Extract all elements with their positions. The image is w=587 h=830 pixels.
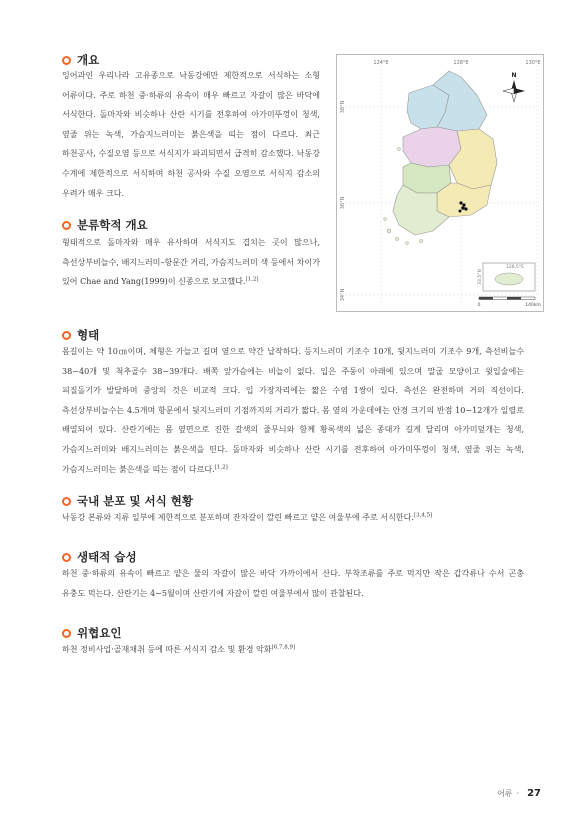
footer-label: 어류 [497,789,513,798]
page-number: 27 [527,788,541,799]
korea-regions [393,71,497,235]
korea-map-svg [337,55,543,311]
section-heading-ecology [62,549,137,565]
north-label: N [511,72,517,79]
scale-bar [478,297,541,308]
morphology-title: 형태 [77,328,100,342]
lat-label-3: 34°N [340,288,346,302]
lon-label-2: 128°E [453,60,469,66]
threats-text: 하천 정비사업·골재채취 등에 따른 서식지 감소 및 환경 악화 [62,645,272,654]
scale-start: 0 [477,303,481,308]
north-arrow-icon [503,72,525,102]
taxonomy-paragraph [62,233,320,292]
taxonomy-reference: [1,2] [245,276,259,283]
morphology-paragraph [62,342,524,479]
jeju-inset [477,263,535,291]
page-footer [497,788,541,799]
threats-paragraph [62,640,524,660]
inset-lat-label: 33.5°N [478,269,483,285]
occurrence-point [464,207,467,210]
lon-label-1: 124°E [373,60,389,66]
threats-reference: [6,7,8,9] [271,644,296,651]
taxonomy-text: 형태적으로 돌마자와 매우 유사하며 서식지도 겹치는 곳이 많으나, 측선상부비늘수, 배지느러미–항문간 거리, 가슴지느러미 색 등에서 차이가 있어 Chae and Yang(1999)이 신종으로 보고했다. [62,238,320,287]
scale-end: 140km [525,303,541,308]
distribution-text: 낙동강 본류와 지류 일부에 제한적으로 분포하며 잔자갈이 깔린 빠르고 얕은 여울부에 주로 서식한다. [62,513,414,522]
lon-label-3: 130°E [525,60,541,66]
section-bullet-icon [62,221,71,230]
taxonomy-title: 분류학적 개요 [77,218,148,232]
section-bullet-icon [62,629,71,638]
occurrence-point [459,210,462,213]
distribution-reference: [3,4,5] [413,512,433,519]
section-bullet-icon [62,56,71,65]
ecology-title: 생태적 습성 [77,550,137,564]
morphology-reference: [1,2] [214,463,228,470]
section-bullet-icon [62,331,71,340]
threats-title: 위협요인 [77,626,122,640]
lat-label-2: 36°N [340,196,346,210]
overview-paragraph: 잉어과인 우리나라 고유종으로 낙동강에만 제한적으로 서식하는 소형 어류이다. 주로 하천 중·하류의 유속이 매우 빠르고 자갈이 많은 바닥에 서식한다. 돌마자와 비슷하나 산란 시기를 전후하여 아가미뚜껑이 청색, 옆줄 위는 녹색, 가슴지느러미는 붉은색을 띠는 점이 다르다. 최근 하천공사, 수질오염 등으로 서식지가 파괴되면서 급격히 감소했다. 낙동강 수계에 제한적으로 서식하며 하천 공사와 수질 오염으로 서식지 감소의 우려가 매우 크다. [62,71,320,198]
morphology-text: 몸길이는 약 10㎝이며, 체형은 가늘고 길며 옆으로 약간 납작하다. 등지느러미 기조수 10개, 뒷지느러미 기조수 9개, 측선비늘수 38~40개 및 척추골수 38~39개다. 배쪽 앞가슴에는 비늘이 없다. 입은 주둥이 아래에 있으며 말굽 모양이고 윗입술에는 피질돌기가 발달하며 중앙의 것은 비교적 크다. 입 가장자리에는 짧은 수염 1쌍이 있다. 측선은 완전하며 거의 직선이다. 측선상부비늘수는 4.5개며 항문에서 뒷지느러미 기점까지의 거리가 짧다. 몸 옆의 가운데에는 안경 크기의 반점 10~12개가 일렬로 배열되어 있다. 산란기에는 몸 옆면으로 진한 갈색의 줄무늬와 함께 황록색의 넓은 종대가 길게 달리며 아가미덮개는 청색, 가슴지느러미와 배지느러미는 붉은색을 띤다. 돌마자와 비슷하나 산란 시기를 전후하여 아가미뚜껑이 청색, 옆줄 위는 녹색, 가슴지느러미는 붉은색을 띠는 점이 다르다. [62,347,524,474]
occurrence-point [459,201,462,204]
section-heading-morphology [62,327,99,343]
lat-label-1: 38°N [340,100,346,114]
distribution-map [336,54,544,312]
occurrence-point [462,203,465,206]
jeju-island [495,273,523,285]
region-gyeongnam [437,183,491,217]
inset-lon-label: 126.5°E [506,265,524,270]
footer-separator: · [516,789,520,798]
ecology-paragraph: 하천 중·하류의 유속이 빠르고 얕은 물의 자갈이 많은 바닥 가까이에서 산다. 부착조류를 주로 먹지만 작은 갑각류나 수서 곤충 유충도 먹는다. 산란기는 4~5월이며 산란기에 자갈이 깔린 여울부에서 많이 관찰된다. [62,569,524,598]
distribution-paragraph [62,508,524,528]
overview-title: 개요 [77,53,100,67]
section-bullet-icon [62,497,71,506]
distribution-title: 국내 분포 및 서식 현황 [77,494,193,508]
section-heading-threats [62,625,121,641]
section-heading-taxonomy [62,217,148,233]
occurrence-point [461,206,465,210]
section-bullet-icon [62,553,71,562]
section-heading-distribution [62,493,193,509]
